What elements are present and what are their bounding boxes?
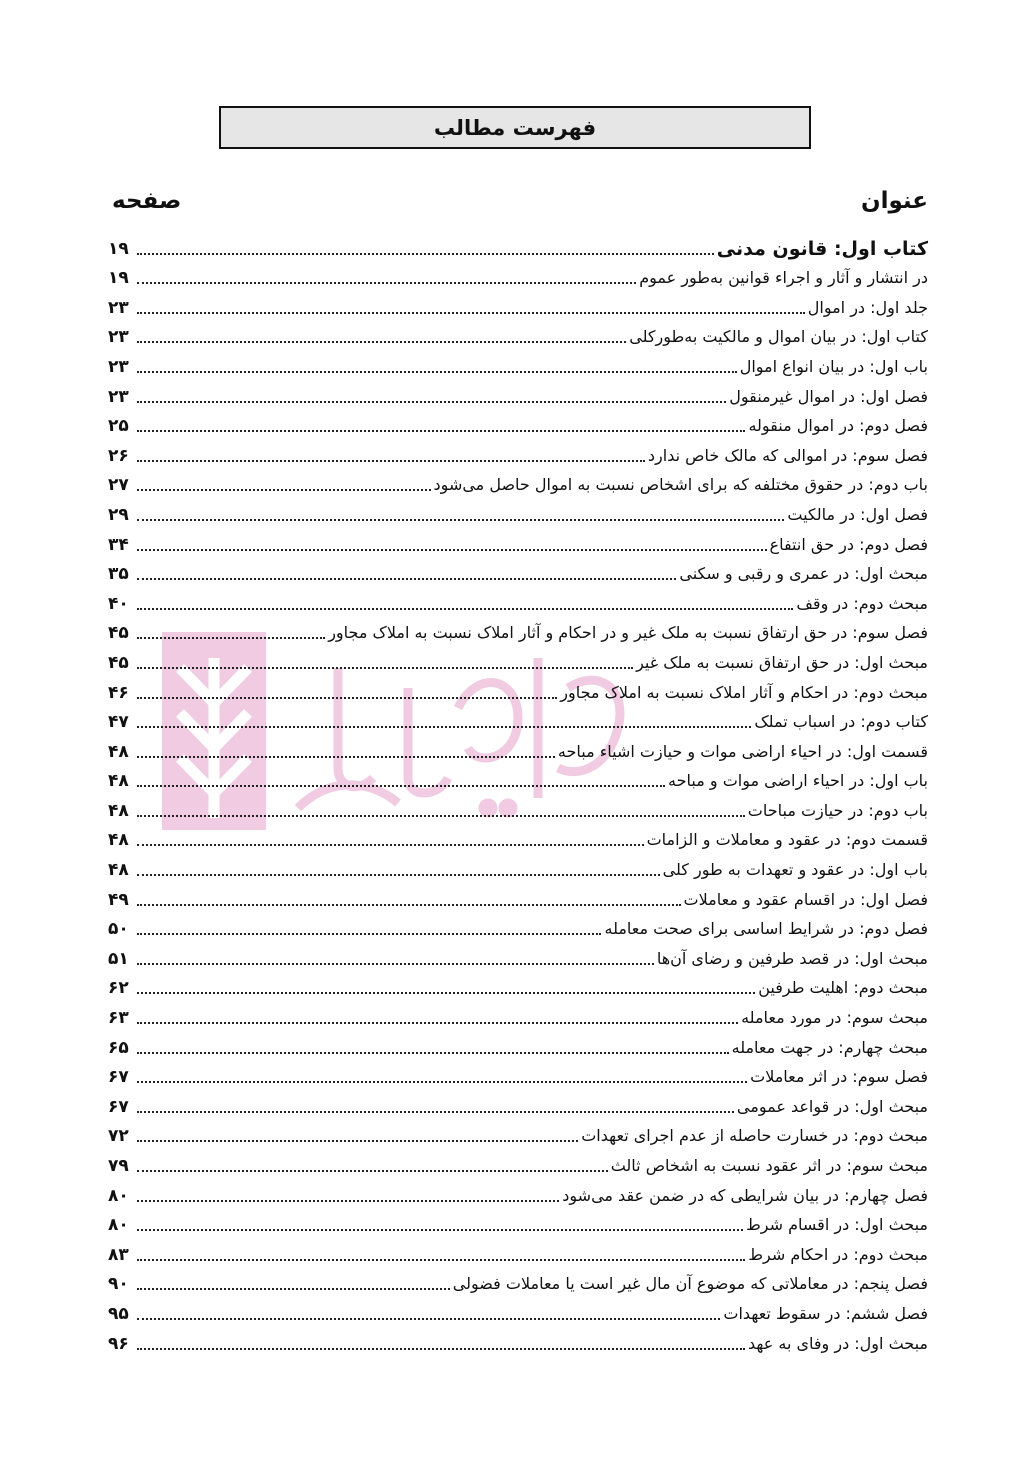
toc-entry-page: ۲۳	[108, 386, 129, 407]
toc-entry-title: مبحث دوم: در احکام و آثار املاک نسبت به املاک مجاور	[560, 682, 928, 702]
toc-entry-title: قسمت اول: در احیاء اراضی موات و حیازت اشیاء مباحه	[557, 741, 928, 761]
toc-entry-title: کتاب اول: در بیان اموال و مالکیت به‌طورکلی	[629, 327, 928, 347]
toc-entry-title: کتاب اول: قانون مدنی	[716, 237, 928, 260]
toc-entry	[108, 1120, 928, 1150]
toc-entry	[108, 706, 928, 736]
toc-entry	[108, 765, 928, 795]
toc-leader-dots	[137, 1140, 578, 1142]
toc-entry-page: ۴۵	[108, 623, 129, 644]
toc-entry-page: ۴۸	[108, 741, 129, 762]
toc-entry-page: ۸۳	[108, 1244, 129, 1265]
toc-entry	[108, 853, 928, 883]
toc-leader-dots	[137, 992, 755, 994]
toc-leader-dots	[137, 401, 726, 403]
toc-entry-page: ۱۹	[108, 238, 129, 259]
toc-leader-dots	[137, 1348, 745, 1350]
toc-leader-dots	[137, 815, 745, 817]
toc-entry-page: ۴۷	[108, 712, 129, 733]
toc-entry	[108, 291, 928, 321]
toc-entry	[108, 824, 928, 854]
toc-entry	[108, 262, 928, 292]
toc-entry	[108, 232, 928, 262]
toc-entry-page: ۲۹	[108, 504, 129, 525]
toc-entry	[108, 676, 928, 706]
toc-entry-page: ۶۳	[108, 1008, 129, 1029]
toc-entry	[108, 913, 928, 943]
toc-leader-dots	[137, 667, 633, 669]
toc-entry-page: ۴۵	[108, 652, 129, 673]
toc-entry-title: مبحث دوم: در احکام شرط	[748, 1244, 928, 1264]
toc-entry-title: قسمت دوم: در عقود و معاملات و الزامات	[646, 830, 928, 850]
toc-entry-page: ۴۸	[108, 860, 129, 881]
toc-entry-title: مبحث اول: در قواعد عمومی	[736, 1096, 928, 1116]
toc-leader-dots	[137, 1288, 450, 1290]
toc-entry	[108, 350, 928, 380]
toc-entry-page: ۳۵	[108, 564, 129, 585]
toc-leader-dots	[137, 1022, 738, 1024]
toc-entry-title: مبحث دوم: در وقف	[796, 593, 928, 613]
toc-entry-title: مبحث اول: در حق ارتفاق نسبت به ملک غیر	[636, 652, 928, 672]
toc-entry	[108, 972, 928, 1002]
toc-entry	[108, 883, 928, 913]
toc-leader-dots	[137, 1052, 729, 1054]
toc-entry-title: باب اول: در احیاء اراضی موات و مباحه	[668, 771, 928, 791]
toc-leader-dots	[137, 874, 660, 876]
toc-entry	[108, 794, 928, 824]
toc-leader-dots	[137, 1170, 608, 1172]
toc-entry	[108, 1061, 928, 1091]
toc-entry-page: ۴۶	[108, 682, 129, 703]
toc-entry	[108, 498, 928, 528]
toc-leader-dots	[137, 933, 601, 935]
toc-entry	[108, 321, 928, 351]
toc-entry-title: باب اول: در عقود و تعهدات به طور کلی	[662, 860, 928, 880]
toc-entry-title: مبحث اول: در قصد طرفین و رضای آن‌ها	[656, 948, 928, 968]
toc-entry-page: ۶۷	[108, 1067, 129, 1088]
toc-entry	[108, 1268, 928, 1298]
toc-entry-page: ۴۹	[108, 889, 129, 910]
toc-leader-dots	[137, 489, 431, 491]
toc-entry-page: ۱۹	[108, 268, 129, 289]
toc-entry-page: ۸۰	[108, 1215, 129, 1236]
toc-entry	[108, 528, 928, 558]
toc-entry	[108, 558, 928, 588]
toc-entry-title: فصل سوم: در اثر معاملات	[750, 1067, 928, 1087]
toc-entry-title: مبحث سوم: در اثر عقود نسبت به اشخاص ثالث	[610, 1156, 928, 1175]
toc-entry	[108, 439, 928, 469]
toc-entry-title: مبحث دوم: در خسارت حاصله از عدم اجرای تعهدات	[581, 1126, 928, 1146]
toc-entry	[108, 646, 928, 676]
toc-entry-title: فصل ششم: در سقوط تعهدات	[723, 1303, 928, 1323]
toc-entry-title: مبحث اول: در وفای به عهد	[747, 1333, 928, 1353]
toc-entry-title: فصل اول: در اقسام عقود و معاملات	[683, 889, 928, 909]
toc-leader-dots	[137, 963, 654, 965]
toc-entry-page: ۴۸	[108, 830, 129, 851]
toc-leader-dots	[137, 1318, 720, 1320]
toc-entry-title: فصل اول: در اموال غیرمنقول	[729, 386, 928, 406]
toc-leader-dots	[137, 519, 784, 521]
toc-entry-page: ۸۰	[108, 1185, 129, 1206]
toc-entry-page: ۴۰	[108, 593, 129, 614]
toc-entry-page: ۷۹	[108, 1156, 129, 1176]
toc-entry	[108, 469, 928, 499]
page-title-box	[219, 106, 811, 149]
toc-entry-page: ۲۷	[108, 475, 129, 496]
toc-leader-dots	[137, 904, 681, 906]
toc-entry-page: ۵۱	[108, 948, 129, 969]
toc-entry-page: ۳۴	[108, 534, 129, 555]
toc-entry-title: مبحث چهارم: در جهت معامله	[731, 1037, 928, 1057]
toc-entry	[108, 1238, 928, 1268]
toc-entry-page: ۴۸	[108, 771, 129, 792]
toc-entry-page: ۹۰	[108, 1274, 129, 1295]
toc-entry-title: در انتشار و آثار و اجراء قوانین به‌طور عموم	[639, 268, 928, 288]
toc-leader-dots	[137, 1229, 743, 1231]
toc-leader-dots	[137, 460, 645, 462]
toc-entry	[108, 1327, 928, 1357]
toc-entry	[108, 1001, 928, 1031]
toc-entry-title: باب دوم: در حیازت مباحات	[747, 800, 928, 820]
toc-leader-dots	[137, 312, 805, 314]
toc-entry-title: فصل چهارم: در بیان شرایطی که در ضمن عقد می‌شود	[562, 1185, 928, 1205]
toc-leader-dots	[137, 253, 714, 255]
toc-leader-dots	[137, 756, 555, 758]
toc-leader-dots	[137, 549, 767, 551]
toc-entry-page: ۲۶	[108, 445, 129, 466]
toc-entry-page: ۷۲	[108, 1126, 129, 1147]
toc-leader-dots	[137, 578, 676, 580]
page-title: فهرست مطالب	[433, 115, 597, 140]
toc-entry-page: ۶۲	[108, 978, 129, 999]
toc-entry	[108, 1297, 928, 1327]
toc-leader-dots	[137, 282, 636, 284]
toc-entry-title: فصل دوم: در اموال منقوله	[748, 416, 928, 436]
toc-entry-page: ۲۳	[108, 327, 129, 348]
toc-leader-dots	[137, 1111, 734, 1113]
toc-entry-title: مبحث دوم: اهلیت طرفین	[758, 978, 928, 998]
toc-entry	[108, 617, 928, 647]
toc-leader-dots	[137, 1081, 747, 1083]
toc-entry-title: فصل دوم: در حق انتفاع	[769, 534, 928, 554]
toc-entry-page: ۵۰	[108, 919, 129, 940]
toc-entry	[108, 1179, 928, 1209]
toc-entry-page: ۴۸	[108, 800, 129, 821]
toc-entry-title: مبحث اول: در عمری و رقبی و سکنی	[679, 564, 928, 584]
toc-entry-title: کتاب دوم: در اسباب تملک	[754, 712, 928, 732]
toc-entry	[108, 1090, 928, 1120]
toc-entry	[108, 587, 928, 617]
toc-entry-title: فصل اول: در مالکیت	[787, 504, 928, 524]
toc-entry-title: مبحث سوم: در مورد معامله	[741, 1008, 928, 1028]
toc-entry-title: فصل پنجم: در معاملاتی که موضوع آن مال غیر است یا معاملات فضولی	[452, 1274, 928, 1294]
toc-entry-page: ۹۵	[108, 1303, 129, 1324]
toc-entry-page: ۲۳	[108, 297, 129, 318]
toc-entry-page: ۹۶	[108, 1333, 129, 1354]
toc-leader-dots	[137, 1200, 559, 1202]
toc-entry	[108, 1209, 928, 1239]
toc-entry-page: ۲۳	[108, 356, 129, 377]
toc-leader-dots	[137, 341, 626, 343]
toc-entry-page: ۶۷	[108, 1096, 129, 1117]
toc-entry	[108, 942, 928, 972]
toc-entry	[108, 410, 928, 440]
toc-leader-dots	[137, 785, 665, 787]
toc-leader-dots	[137, 1259, 745, 1261]
toc-leader-dots	[137, 371, 737, 373]
toc-entry-title: فصل دوم: در شرایط اساسی برای صحت معامله	[604, 919, 928, 939]
toc-entry-title: فصل سوم: در حق ارتفاق نسبت به ملک غیر و در احکام و آثار املاک نسبت به املاک مجاور	[328, 623, 928, 643]
title-column-header: عنوان	[860, 188, 928, 214]
toc-entry	[108, 380, 928, 410]
toc-leader-dots	[137, 637, 325, 639]
toc-leader-dots	[137, 697, 557, 699]
toc-leader-dots	[137, 608, 793, 610]
toc-entry	[108, 735, 928, 765]
toc-leader-dots	[137, 430, 745, 432]
toc-leader-dots	[137, 844, 644, 846]
table-of-contents	[108, 232, 928, 1357]
toc-entry	[108, 1031, 928, 1061]
toc-entry-title: جلد اول: در اموال	[807, 297, 928, 317]
toc-entry-title: فصل سوم: در اموالی که مالک خاص ندارد	[647, 445, 928, 465]
toc-entry-page: ۲۵	[108, 416, 129, 437]
toc-leader-dots	[137, 726, 751, 728]
page-column-header: صفحه	[112, 188, 182, 214]
toc-entry	[108, 1149, 928, 1179]
toc-entry-title: مبحث اول: در اقسام شرط	[746, 1215, 928, 1235]
toc-entry-page: ۶۵	[108, 1037, 129, 1058]
toc-entry-title: باب دوم: در حقوق مختلفه که برای اشخاص نسبت به اموال حاصل می‌شود	[433, 475, 928, 495]
toc-entry-title: باب اول: در بیان انواع اموال	[739, 356, 928, 376]
